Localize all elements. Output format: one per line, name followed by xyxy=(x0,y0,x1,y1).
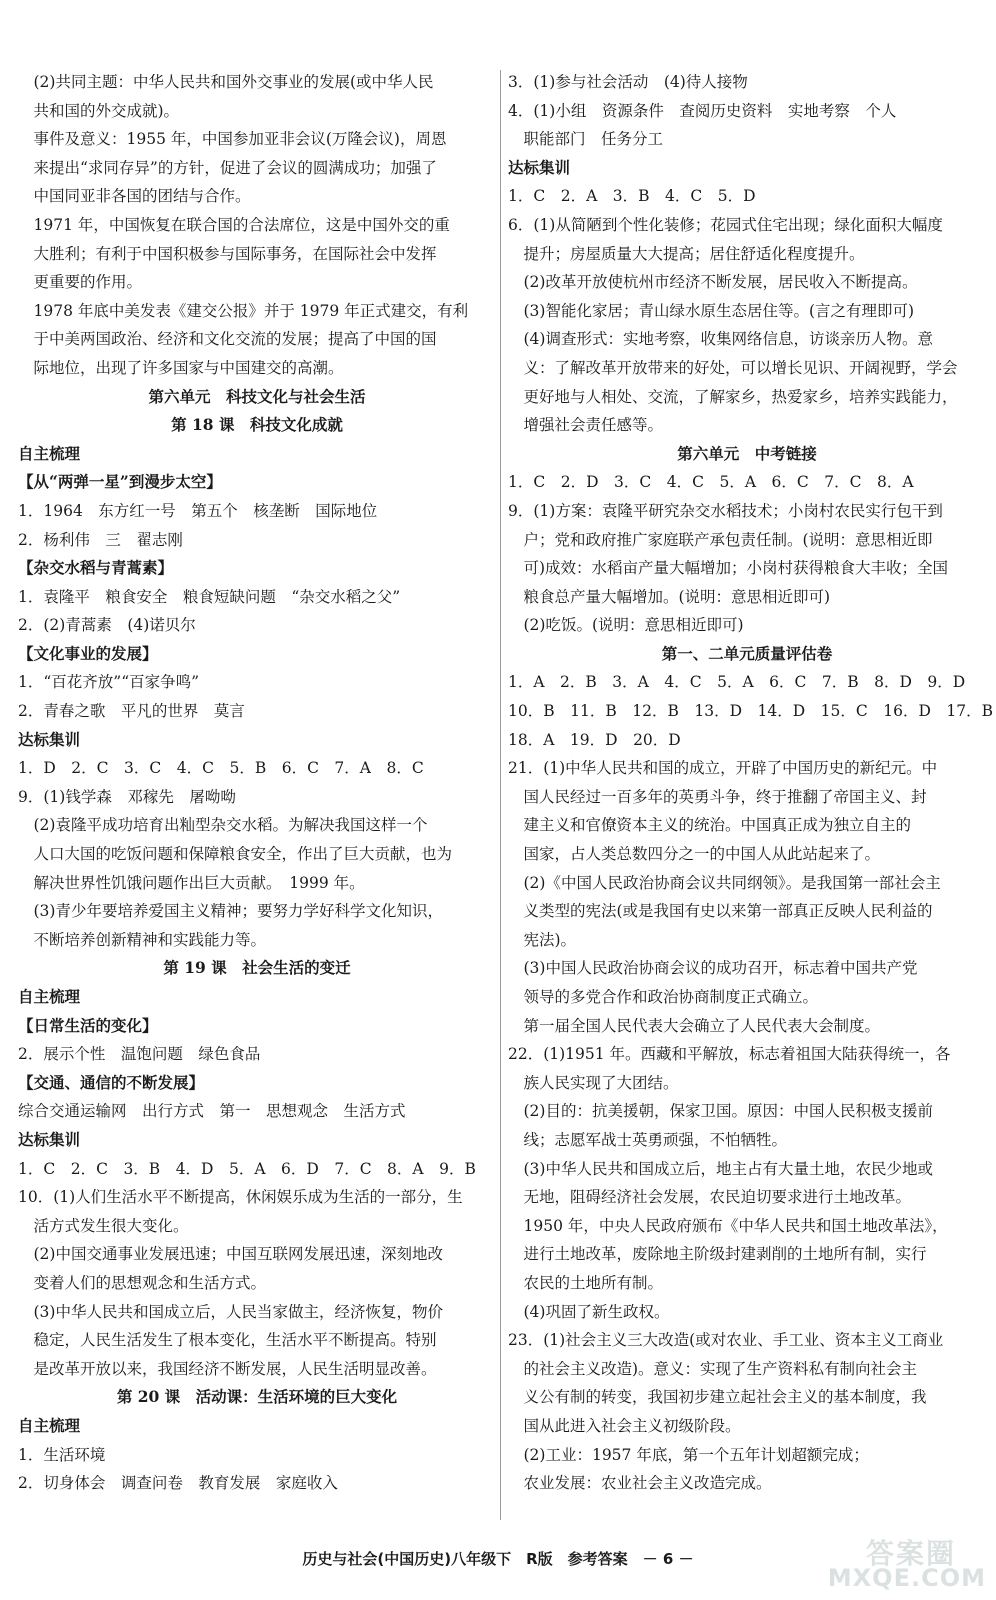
answer-line: 义公有制的转变，我国初步建立起社会主义的基本制度，我 xyxy=(508,1388,927,1407)
answer-line: 更好地与人相处、交流，了解家乡，热爱家乡，培养实践能力， xyxy=(508,387,958,406)
watermark-url: MXQE.COM xyxy=(827,1564,986,1592)
page-footer: 历史与社会(中国历史)八年级下 R版 参考答案 － 6 － xyxy=(302,1550,694,1568)
answer-line: 第一届全国人民代表大会确立了人民代表大会制度。 xyxy=(508,1016,881,1035)
answer-line: 2．杨利伟 三 翟志刚 xyxy=(18,530,183,549)
answer-line: 国家，占人类总数四分之一的中国人从此站起来了。 xyxy=(508,845,881,864)
answer-line: 综合交通运输网 出行方式 第一 思想观念 生活方式 xyxy=(18,1102,406,1121)
watermark-logo xyxy=(786,1532,986,1592)
answer-line: 中国同亚非各国的团结与合作。 xyxy=(18,187,251,206)
answer-line: (2)目的：抗美援朝，保家卫国。原因：中国人民积极支援前 xyxy=(508,1102,933,1121)
answer-line: 线；志愿军战士英勇顽强，不怕牺牲。 xyxy=(508,1130,788,1149)
subsection-heading: 达标集训 xyxy=(508,157,571,177)
subsection-heading: 自主梳理 xyxy=(18,987,81,1006)
answer-line: (2)袁隆平成功培育出籼型杂交水稻。为解决我国这样一个 xyxy=(18,816,428,835)
answer-line: 22．(1)1951 年。西藏和平解放，标志着祖国大陆获得统一，各 xyxy=(508,1045,951,1064)
answer-line: 4．(1)小组 资源条件 查阅历史资料 实地考察 个人 xyxy=(508,101,897,120)
answer-line: 事件及意义：1955 年，中国参加亚非会议(万隆会议)，周恩 xyxy=(18,130,447,149)
answer-line: 宪法)。 xyxy=(508,930,577,949)
topic-heading: 【文化事业的发展】 xyxy=(18,643,158,663)
answer-line: 进行土地改革，废除地主阶级封建剥削的土地所有制，实行 xyxy=(508,1245,927,1264)
answer-line: 建主义和官僚资本主义的统治。中国真正成为独立自主的 xyxy=(508,816,912,835)
answer-line: 1．A 2．B 3．A 4．C 5．A 6．C 7．B 8．D 9．D xyxy=(508,673,966,692)
answer-line: (3)青少年要培养爱国主义精神；要努力学好科学文化知识， xyxy=(18,902,443,921)
answer-line: 领导的多党合作和政治协商制度正式确立。 xyxy=(508,988,819,1006)
section-title: 第 20 课 活动课：生活环境的巨大变化 xyxy=(116,1387,398,1407)
section-title: 第 18 课 科技文化成就 xyxy=(171,415,343,435)
section-title: 第 19 课 社会生活的变迁 xyxy=(163,958,351,978)
answer-line: 1．1964 东方红一号 第五个 核垄断 国际地位 xyxy=(18,501,378,520)
right-column xyxy=(508,68,993,1498)
section-title: 第六单元 科技文化与社会生活 xyxy=(148,386,366,406)
topic-heading: 【日常生活的变化】 xyxy=(18,1015,158,1035)
answer-line: 1978 年底中美发表《建交公报》并于 1979 年正式建交，有利 xyxy=(18,301,469,320)
answer-line: 3．(1)参与社会活动 (4)待人接物 xyxy=(508,73,748,91)
answer-line: 1．C 2．C 3．B 4．D 5．A 6．D 7．C 8．A 9．B xyxy=(18,1159,476,1178)
subsection-heading: 自主梳理 xyxy=(18,1415,81,1435)
answer-line: 提升；房屋质量大大提高；居住舒适化程度提升。 xyxy=(508,244,865,263)
answer-line: (2)吃饭。(说明：意思相近即可) xyxy=(508,616,744,635)
topic-heading: 【交通、通信的不断发展】 xyxy=(18,1072,205,1092)
answer-line: 义：了解改革开放带来的好处，可以增长见识、开阔视野，学会 xyxy=(508,358,958,377)
answer-line: 解决世界性饥饿问题作出巨大贡献。 1999 年。 xyxy=(18,873,365,892)
answer-line: (2)共同主题：中华人民共和国外交事业的发展(或中华人民 xyxy=(18,73,434,91)
answer-line: (2)《中国人民政治协商会议共同纲领》。是我国第一部社会主 xyxy=(508,873,941,892)
answer-line: 义类型的宪法(或是我国有史以来第一部真正反映人民利益的 xyxy=(508,902,933,921)
answer-line: (3)中国人民政治协商会议的成功召开，标志着中国共产党 xyxy=(508,959,918,978)
topic-heading: 【从“两弹一星”到漫步太空】 xyxy=(18,472,222,492)
answer-line: 6．(1)从简陋到个性化装修；花园式住宅出现；绿化面积大幅度 xyxy=(508,215,943,234)
answer-line: 1．“百花齐放”“百家争鸣” xyxy=(18,673,200,692)
answer-line: (3)智能化家居；青山绿水原生态居住等。(言之有理即可) xyxy=(508,301,915,320)
answer-line: 粮食总产量大幅增加。(说明：意思相近即可) xyxy=(508,587,831,606)
answer-line: 2．切身体会 调查问卷 教育发展 家庭收入 xyxy=(18,1474,338,1493)
answer-line: (2)改革开放使杭州市经济不断发展，居民收入不断提高。 xyxy=(508,273,918,292)
answer-line: 稳定，人民生活发生了根本变化，生活水平不断提高。特别 xyxy=(18,1331,437,1350)
answer-line: 9．(1)钱学森 邓稼先 屠呦呦 xyxy=(18,787,236,806)
answer-line: 际地位，出现了许多国家与中国建交的高潮。 xyxy=(18,358,344,377)
answer-line: 于中美两国政治、经济和文化交流的发展；提高了中国的国 xyxy=(18,330,437,349)
answer-line: (3)中华人民共和国成立后，人民当家做主，经济恢复，物价 xyxy=(18,1302,443,1321)
answer-line: 人口大国的吃饭问题和保障粮食安全，作出了巨大贡献，也为 xyxy=(18,845,453,864)
answer-line: 1．D 2．C 3．C 4．C 5．B 6．C 7．A 8．C xyxy=(18,759,424,778)
answer-line: 增强社会责任感等。 xyxy=(508,416,664,435)
answer-line: (2)工业：1957 年底，第一个五年计划超额完成； xyxy=(508,1445,869,1464)
answer-line: 10．(1)人们生活水平不断提高，休闲娱乐成为生活的一部分，生 xyxy=(18,1188,463,1207)
section-title: 第一、二单元质量评估卷 xyxy=(661,643,833,663)
answer-line: 2．青春之歌 平凡的世界 莫言 xyxy=(18,702,245,721)
watermark-text: 答案圈 xyxy=(865,1537,956,1570)
answer-line: 共和国的外交成就)。 xyxy=(18,101,180,120)
answer-line: (4)调查形式：实地考察，收集网络信息，访谈亲历人物。意 xyxy=(508,330,933,349)
answer-line: 国从此进入社会主义初级阶段。 xyxy=(508,1416,741,1435)
column-divider xyxy=(500,70,501,1520)
answer-line: 是改革开放以来，我国经济不断发展，人民生活明显改善。 xyxy=(18,1359,437,1378)
answer-line: 1．袁隆平 粮食安全 粮食短缺问题 “杂交水稻之父” xyxy=(18,587,401,606)
answer-line: 大胜利；有利于中国积极参与国际事务，在国际社会中发挥 xyxy=(18,244,437,263)
answer-line: 23．(1)社会主义三大改造(或对农业、手工业、资本主义工商业 xyxy=(508,1331,944,1350)
answer-line: 活方式发生很大变化。 xyxy=(18,1216,189,1235)
answer-line: 21．(1)中华人民共和国的成立，开辟了中国历史的新纪元。中 xyxy=(508,759,938,778)
answer-line: 农民的土地所有制。 xyxy=(508,1273,664,1292)
answer-line: 国人民经过一百多年的英勇斗争，终于推翻了帝国主义、封 xyxy=(508,787,927,806)
answer-line: 可)成效：水稻亩产量大幅增加；小岗村获得粮食大丰收；全国 xyxy=(508,559,949,578)
subsection-heading: 达标集训 xyxy=(18,1129,81,1149)
answer-line: 1950 年，中央人民政府颁布《中华人民共和国土地改革法》， xyxy=(508,1216,948,1235)
answer-line: (3)中华人民共和国成立后，地主占有大量土地，农民少地或 xyxy=(508,1159,933,1178)
answer-line: 1．C 2．D 3．C 4．C 5．A 6．C 7．C 8．A xyxy=(508,473,914,492)
answer-line: 农业发展：农业社会主义改造完成。 xyxy=(508,1474,772,1493)
answer-line: 更重要的作用。 xyxy=(18,273,143,292)
answer-line: 的社会主义改造)。意义：实现了生产资料私有制向社会主 xyxy=(508,1359,918,1378)
section-title: 第六单元 中考链接 xyxy=(677,443,817,463)
left-column xyxy=(18,68,496,1498)
answer-line: 不断培养创新精神和实践能力等。 xyxy=(18,930,267,949)
answer-line: 1．C 2．A 3．B 4．C 5．D xyxy=(508,187,756,206)
answer-line: 职能部门 任务分工 xyxy=(508,130,664,149)
answer-line: 1．生活环境 xyxy=(18,1445,106,1464)
answer-line: 2．展示个性 温饱问题 绿色食品 xyxy=(18,1045,261,1064)
answer-line: (4)巩固了新生政权。 xyxy=(508,1302,670,1321)
answer-line: 10．B 11．B 12．B 13．D 14．D 15．C 16．D 17．B xyxy=(508,702,993,721)
answer-line: 族人民实现了大团结。 xyxy=(508,1073,679,1092)
topic-heading: 【杂交水稻与青蒿素】 xyxy=(18,558,174,578)
answer-line: 18．A 19．D 20．D xyxy=(508,730,681,749)
answer-line: 来提出“求同存异”的方针，促进了会议的圆满成功；加强了 xyxy=(18,158,437,177)
answer-line: (2)中国交通事业发展迅速；中国互联网发展迅速，深刻地改 xyxy=(18,1245,443,1264)
answer-line: 无地，阻碍经济社会发展，农民迫切要求进行土地改革。 xyxy=(508,1188,912,1207)
answer-line: 1971 年，中国恢复在联合国的合法席位，这是中国外交的重 xyxy=(18,215,450,234)
subsection-heading: 达标集训 xyxy=(18,729,81,749)
subsection-heading: 自主梳理 xyxy=(18,443,81,463)
answer-line: 户；党和政府推广家庭联产承包责任制。(说明：意思相近即 xyxy=(508,530,933,549)
answer-line: 变着人们的思想观念和生活方式。 xyxy=(18,1273,267,1292)
answer-line: 2．(2)青蒿素 (4)诺贝尔 xyxy=(18,616,196,635)
answer-line: 9．(1)方案：袁隆平研究杂交水稻技术；小岗村农民实行包干到 xyxy=(508,501,943,520)
